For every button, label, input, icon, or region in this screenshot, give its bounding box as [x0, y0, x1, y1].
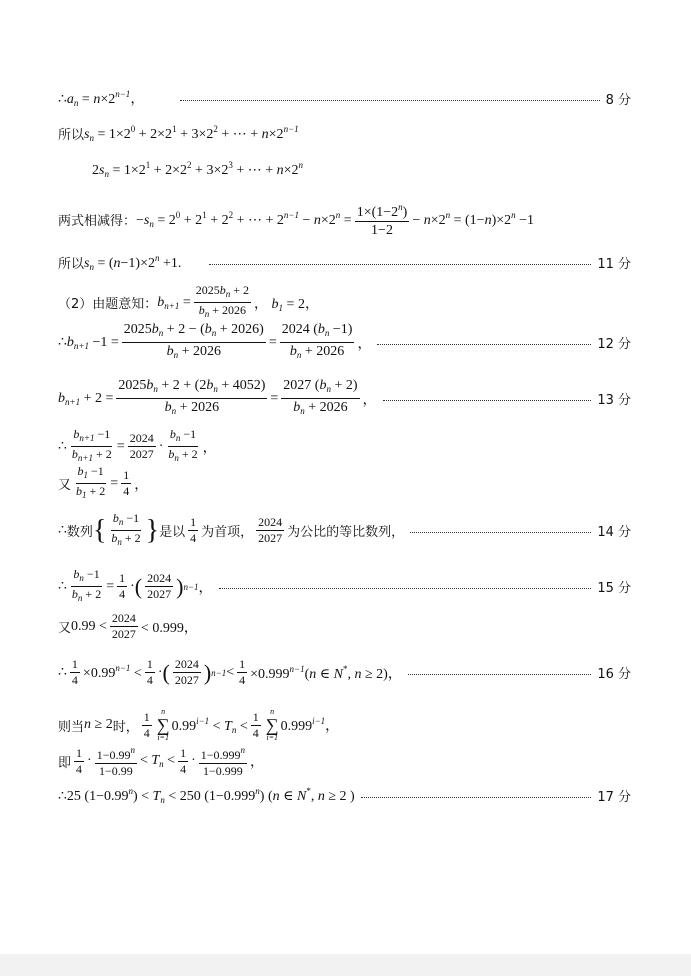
line-sn-result: 所以 $s_n = (n-1)\times 2^n +1$. 11 分 — [58, 253, 631, 272]
line-ratio: ∴ $\frac{b_{n+1} -1}{b_{n+1} + 2}$ = $\frac{2024}{2027}$ · $\frac{b_n -1}{b_n + 2}$ ， — [58, 427, 217, 463]
score-14: 14 分 — [597, 525, 631, 540]
line-subtract: 两式相减得： $-s_n = 2^0 + 2^1 + 2^2$ + ⋯ + $2^{n-1} - n\times 2^n$ = $\frac{1\times(1-2^n)}{1-2}$ − $n\times 2^n = (1-n)\times 2^n -1$ — [58, 202, 535, 238]
line-bn1-plus2: $b_{n+1} + 2$ = $\frac{2025b_n + 2 + (2b_n + 4052)}{b_n + 2026}$ = $\frac{2027 (b_n + 2)}{b_n + 2026}$ ， 13 分 — [58, 378, 631, 416]
leader-dots — [180, 100, 599, 101]
line-final: ∴25 $(1-0.99^n) < T_n < 250$ $(1-0.999^n)$ (n ∈ N*, n ≥ 2 ) 17 分 — [58, 786, 631, 805]
score-17: 17 分 — [597, 790, 631, 805]
score-11: 11 分 — [597, 257, 631, 272]
line-2sn: $2s_n = 1\times 2^1 + 2\times 2^2 + 3\times 2^3$ + ⋯ + $n\times 2^n$ — [92, 160, 304, 179]
line-sn: 所以 $s_n = 1\times 2^0 + 2\times 2^1 + 3\times 2^2$ + ⋯ + $n\times 2^{n-1}$ — [58, 124, 299, 143]
bottom-bar — [0, 954, 691, 976]
line-inequality: ∴ $\frac{1}{4}$ $\times 0.99^{n-1}$ < $\frac{1}{4}$ · ( $\frac{2024}{2027}$ ) n−1 < $\frac{1}{4}$ $\times 0.999^{n-1}(n$ ∈ N*, n ≥ 2)， 16 分 — [58, 657, 631, 687]
line-an: $\therefore a_n = n\times 2^{n-1}$， 8 分 — [58, 89, 631, 108]
score-12: 12 分 — [597, 337, 631, 352]
line-bounds: 又 0.99 < $\frac{2024}{2027}$ < 0.999， — [58, 611, 198, 641]
score-8: 8 分 — [605, 92, 631, 108]
line-part2: （2）由题意知： $b_{n+1}$ = $\frac{2025b_n + 2}{b_n + 2026}$ ， $b_1 = 2$， — [58, 283, 319, 319]
line-geosum: 即 $\frac{1}{4}$ · $\frac{1-0.99^n}{1-0.99}$ < $T_n$ < $\frac{1}{4}$ · $\frac{1-0.999^n}{1-0.999}$ ， — [58, 745, 265, 778]
score-16: 16 分 — [597, 667, 631, 682]
score-13: 13 分 — [597, 393, 631, 408]
line-general: ∴ $\frac{b_n -1}{b_n + 2}$ = $\frac{1}{4}$ · ( $\frac{2024}{2027}$ ) n−1 ， 15 分 — [58, 567, 631, 603]
line-sum: 则当 n ≥ 2 时， $\frac{1}{4}$ n ∑ i=1 $0.99^{i-1} < T_n$ < $\frac{1}{4}$ n ∑ i=1 $0.999^{i-1}$， — [58, 707, 340, 742]
line-bn1-minus1: $\therefore b_{n+1} -1$ = $\frac{2025b_n + 2 - (b_n + 2026)}{b_n + 2026}$ = $\frac{2024 (b_n -1)}{b_n + 2026}$ ， 12 分 — [58, 322, 631, 360]
line-first-term: 又 $\frac{b_1 -1}{b_1 + 2}$ = $\frac{1}{4}$ ， — [58, 464, 149, 500]
line-geometric: ∴ 数列 { $\frac{b_n -1}{b_n + 2}$ } 是以 $\frac{1}{4}$ 为首项， $\frac{2024}{2027}$ 为公比的等比数列， 14 分 — [58, 511, 631, 547]
score-15: 15 分 — [597, 581, 631, 596]
